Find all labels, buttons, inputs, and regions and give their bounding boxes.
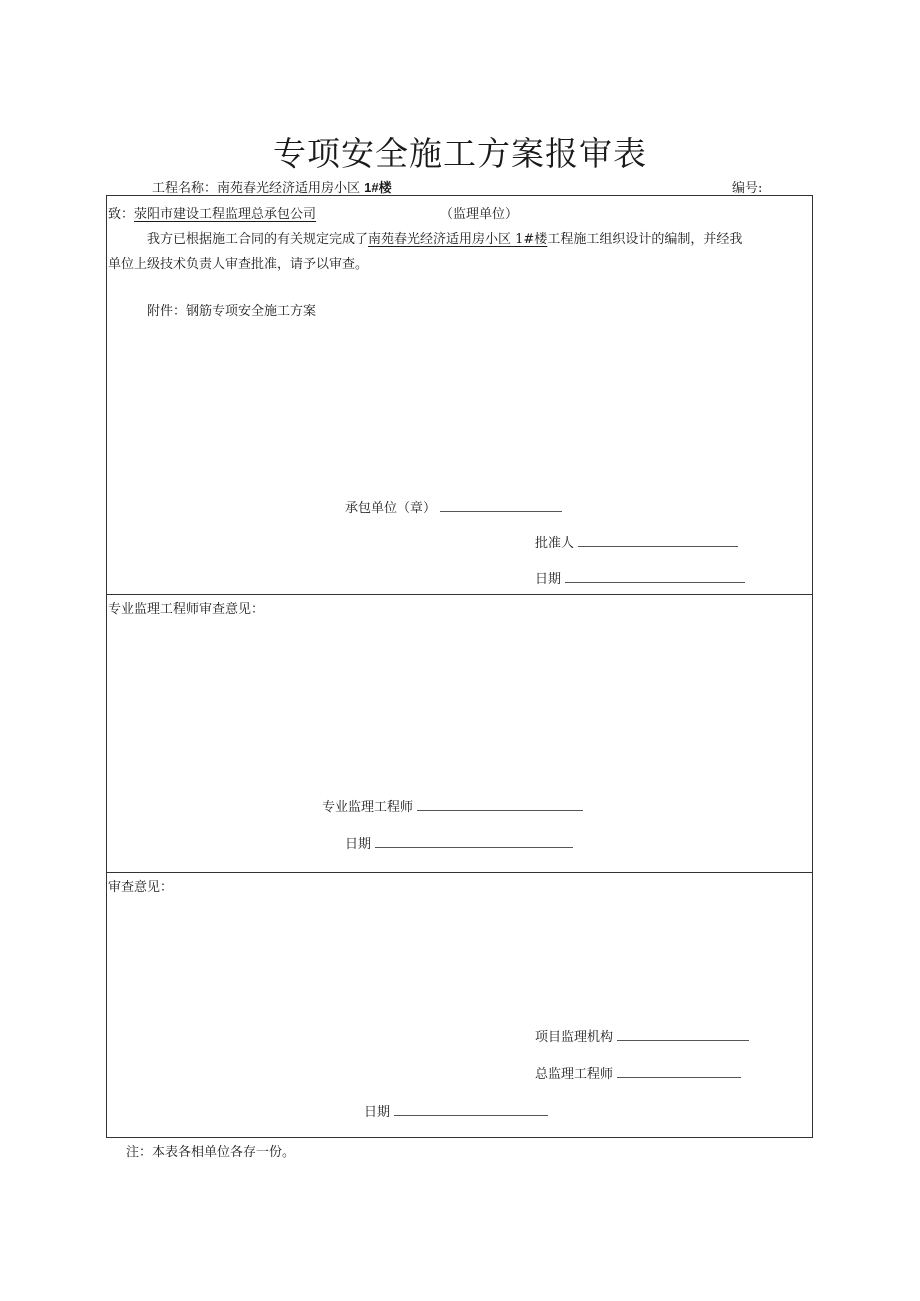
date-label-2: 日期 bbox=[345, 837, 372, 852]
section-divider-2 bbox=[106, 872, 813, 873]
project-name-row bbox=[152, 177, 392, 196]
approver-blank[interactable] bbox=[578, 534, 738, 547]
date-blank-1[interactable] bbox=[565, 570, 745, 583]
date-label-3: 日期 bbox=[364, 1105, 391, 1120]
org-blank[interactable] bbox=[617, 1028, 749, 1041]
supervision-role: （监理单位） bbox=[440, 207, 519, 222]
body-line-1 bbox=[147, 228, 742, 247]
review-opinion-heading: 审查意见： bbox=[108, 880, 174, 895]
attachment-text: 附件：钢筋专项安全施工方案 bbox=[147, 304, 317, 319]
engineer-label: 专业监理工程师 bbox=[322, 800, 414, 815]
body-project: 南苑春光经济适用房小区 1#楼 bbox=[368, 232, 548, 247]
date-blank-2[interactable] bbox=[375, 835, 573, 848]
form-table bbox=[106, 195, 813, 1138]
org-label: 项目监理机构 bbox=[535, 1030, 614, 1045]
engineer-row bbox=[322, 796, 583, 815]
body-line-2: 单位上级技术负责人审查批准，请予以审查。 bbox=[108, 257, 369, 272]
number-label: 编号: bbox=[732, 181, 763, 196]
chief-blank[interactable] bbox=[617, 1065, 741, 1078]
to-row bbox=[108, 203, 316, 222]
chief-label: 总监理工程师 bbox=[535, 1067, 614, 1082]
engineer-blank[interactable] bbox=[417, 798, 583, 811]
page-title: 专项安全施工方案报审表 bbox=[273, 134, 647, 173]
chief-row bbox=[535, 1063, 741, 1082]
footnote: 注：本表各相单位各存一份。 bbox=[126, 1145, 296, 1160]
date-row-3 bbox=[364, 1101, 548, 1120]
approver-row bbox=[535, 532, 738, 551]
body-suffix: 工程施工组织设计的编制，并经我 bbox=[547, 232, 743, 247]
section-divider-1 bbox=[106, 594, 813, 595]
contractor-label: 承包单位（章） bbox=[345, 501, 437, 516]
supervision-company: 荥阳市建设工程监理总承包公司 bbox=[134, 207, 317, 222]
project-building: 1#楼 bbox=[364, 180, 392, 195]
project-label: 工程名称： bbox=[152, 181, 218, 196]
org-row bbox=[535, 1026, 749, 1045]
to-label: 致： bbox=[108, 207, 135, 222]
date-blank-3[interactable] bbox=[394, 1103, 548, 1116]
date-row-1 bbox=[535, 568, 745, 587]
approver-label: 批准人 bbox=[535, 536, 575, 551]
date-row-2 bbox=[345, 833, 573, 852]
project-name: 南苑春光经济适用房小区 bbox=[217, 181, 361, 196]
body-prefix: 我方已根据施工合同的有关规定完成了 bbox=[147, 232, 369, 247]
date-label-1: 日期 bbox=[535, 572, 562, 587]
contractor-blank[interactable] bbox=[440, 499, 562, 512]
contractor-row bbox=[345, 497, 562, 516]
engineer-opinion-heading: 专业监理工程师审查意见： bbox=[108, 602, 265, 617]
